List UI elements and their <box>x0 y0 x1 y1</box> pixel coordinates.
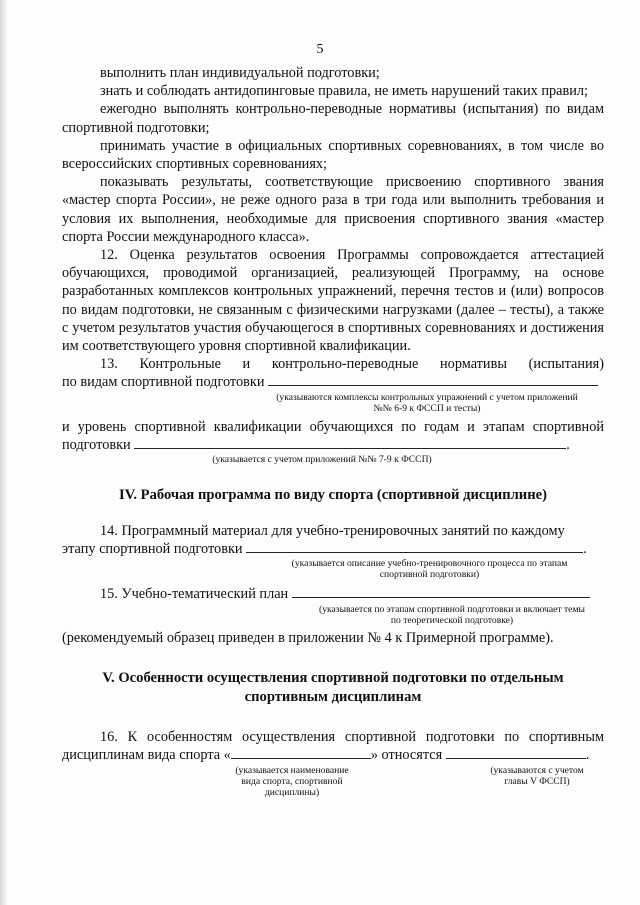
footnote-13 <box>252 392 602 414</box>
p16-lead-text: дисциплинам вида спорта « <box>62 747 231 764</box>
note-line: №№ 6-9 к ФССП и тесты) <box>373 402 481 414</box>
footnote-15 <box>302 604 602 626</box>
paragraph-15-note: (рекомендуемый образец приведен в приложении № 4 к Примерной программе). <box>62 629 554 646</box>
section-heading-v <box>62 669 604 707</box>
p15-lead-text: 15. Учебно-тематический план <box>100 586 292 603</box>
paragraph: ежегодно выполнять контрольно-переводные нормативы (испытания) по видам спортивной подготовки; <box>62 101 604 136</box>
scan-edge <box>0 0 8 905</box>
p13-lead-text: по видам спортивной подготовки <box>62 374 269 391</box>
note-line: вида спорта, спортивной <box>241 776 343 788</box>
footnote-16b <box>472 765 602 787</box>
footnote-13-2: (указывается с учетом приложений №№ 7-9 к ФССП) <box>212 454 432 466</box>
paragraph-13-line2 <box>62 373 604 391</box>
period: . <box>585 747 590 764</box>
paragraph-13-line4 <box>62 436 604 454</box>
period: . <box>566 436 570 453</box>
fill-blank <box>292 585 590 598</box>
paragraph-16-line1: 16. К особенностям осуществления спортивной подготовки по спортивным <box>100 728 604 745</box>
note-line: главы V ФССП) <box>504 776 570 788</box>
note-line: (указывается наименование <box>235 765 349 777</box>
note-line: спортивной подготовки) <box>379 569 480 581</box>
paragraph-13-line3: и уровень спортивной квалификации обучающихся по годам и этапам спортивной <box>62 418 604 435</box>
fill-blank <box>246 540 583 553</box>
note-line: (указываются комплексы контрольных упражнений с учетом приложений <box>276 391 578 403</box>
paragraph: показывать результаты, соответствующие присвоению спортивного звания «мастер спорта России», не реже одного раза в три года или выполнить требования и условия их выполнения, необходимые для присвоения спортивного звания «мастер спорта России международного класса». <box>62 174 604 245</box>
paragraph: знать и соблюдать антидопинговые правила, не иметь нарушений таких правил; <box>100 83 588 100</box>
heading-line: спортивным дисциплинам <box>244 688 422 705</box>
fill-blank <box>231 746 371 759</box>
page-number: 5 <box>316 42 324 57</box>
note-line: по теоретической подготовке) <box>390 614 514 626</box>
paragraph-13-line1: 13. Контрольные и контрольно-переводные нормативы (испытания) <box>100 356 604 373</box>
paragraph-15 <box>62 585 604 603</box>
note-line: (указываются с учетом <box>490 765 584 777</box>
footnotes-16 <box>62 764 604 808</box>
fill-blank <box>268 373 598 386</box>
p13-line4-text: подготовки <box>62 436 131 453</box>
note-line: дисциплины) <box>264 787 320 799</box>
fill-blank <box>134 436 566 449</box>
heading-line: V. Особенности осуществления спортивной подготовки по отдельным <box>102 669 564 686</box>
p14-lead-text: этапу спортивной подготовки <box>62 541 247 558</box>
footnote-14 <box>257 558 602 580</box>
paragraph-14-line2 <box>62 540 604 558</box>
paragraph-12: 12. Оценка результатов освоения Программы сопровождается аттестацией обучающихся, проводимой организацией, реализующей Программу, на основе разработанных комплексов контрольных упражнений, перечня тестов и (или) вопросов по видам подготовки, не связанным с физическими нагрузками (далее – тесты), а также с учетом результатов участия обучающегося в спортивных соревнованиях и достижения им соответствующего уровня спортивной квалификации. <box>62 247 604 355</box>
document-body <box>62 64 604 808</box>
p16-mid-text: » относятся <box>370 747 446 764</box>
note-line: (указывается по этапам спортивной подготовки и включает темы <box>319 603 585 615</box>
section-heading-iv: IV. Рабочая программа по виду спорта (спортивной дисциплине) <box>119 487 547 504</box>
footnote-16a <box>222 765 362 798</box>
period: . <box>583 541 587 558</box>
paragraph: принимать участие в официальных спортивных соревнованиях, в том числе во всероссийских спортивных соревнованиях; <box>62 137 604 173</box>
paragraph-16-line2 <box>62 746 604 764</box>
paragraph: выполнить план индивидуальной подготовки; <box>100 65 380 81</box>
fill-blank <box>446 746 586 759</box>
paragraph-14: 14. Программный материал для учебно-тренировочных занятий по каждому <box>100 523 565 540</box>
note-line: (указывается описание учебно-тренировочного процесса по этапам <box>291 558 568 570</box>
